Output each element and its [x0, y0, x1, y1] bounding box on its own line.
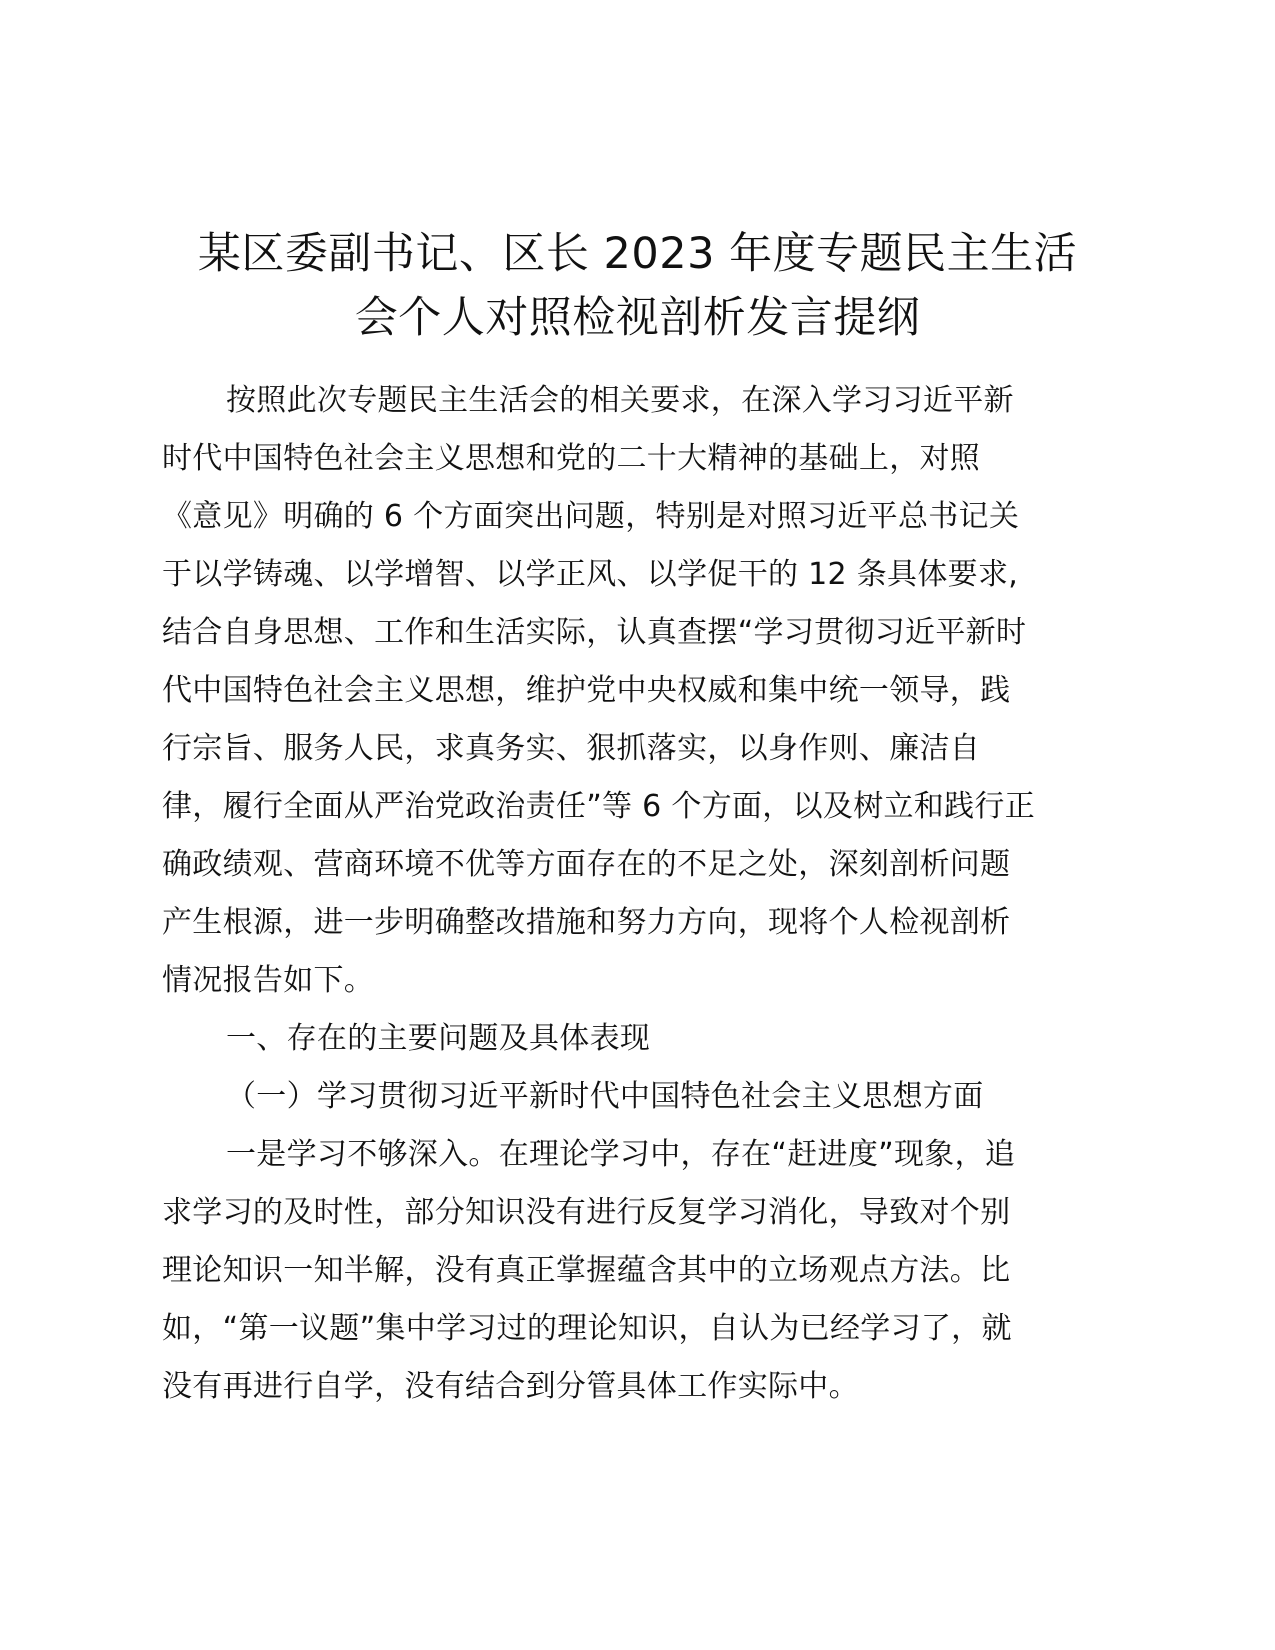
point-paragraph-line: 如，“第一议题”集中学习过的理论知识，自认为已经学习了，就	[162, 1311, 1012, 1346]
point-paragraph-line: 求学习的及时性，部分知识没有进行反复学习消化，导致对个别	[162, 1195, 1011, 1230]
intro-paragraph-line: 结合自身思想、工作和生活实际，认真查摆“学习贯彻习近平新时	[162, 615, 1027, 650]
intro-paragraph-line: 按照此次专题民主生活会的相关要求，在深入学习习近平新	[226, 383, 1014, 418]
subsection-heading: （一）学习贯彻习近平新时代中国特色社会主义思想方面	[226, 1079, 984, 1114]
document-title	[160, 222, 1115, 350]
point-paragraph-line: 理论知识一知半解，没有真正掌握蕴含其中的立场观点方法。比	[162, 1253, 1011, 1288]
intro-paragraph-line: 代中国特色社会主义思想，维护党中央权威和集中统一领导，践	[162, 673, 1011, 708]
intro-paragraph-line: 《意见》明确的 6 个方面突出问题，特别是对照习近平总书记关	[162, 499, 1020, 534]
intro-paragraph-line: 情况报告如下。	[162, 963, 375, 998]
point-paragraph-line: 没有再进行自学，没有结合到分管具体工作实际中。	[162, 1369, 859, 1404]
section-heading: 一、存在的主要问题及具体表现	[226, 1021, 651, 1056]
intro-paragraph-line: 行宗旨、服务人民，求真务实、狠抓落实，以身作则、廉洁自	[162, 731, 981, 766]
point-paragraph-line: 一是学习不够深入。在理论学习中，存在“赶进度”现象，追	[226, 1137, 1016, 1172]
intro-paragraph-line: 律，履行全面从严治党政治责任”等 6 个方面，以及树立和践行正	[162, 789, 1035, 824]
intro-paragraph-line: 时代中国特色社会主义思想和党的二十大精神的基础上，对照	[162, 441, 981, 476]
intro-paragraph-line: 产生根源，进一步明确整改措施和努力方向，现将个人检视剖析	[162, 905, 1011, 940]
intro-paragraph-line: 于以学铸魂、以学增智、以学正风、以学促干的 12 条具体要求,	[162, 557, 1019, 592]
intro-paragraph-line: 确政绩观、营商环境不优等方面存在的不足之处，深刻剖析问题	[162, 847, 1011, 882]
title-line-2: 会个人对照检视剖析发言提纲	[354, 293, 921, 343]
title-line-1: 某区委副书记、区长 2023 年度专题民主生活	[197, 229, 1078, 279]
document-body	[162, 372, 1122, 1416]
